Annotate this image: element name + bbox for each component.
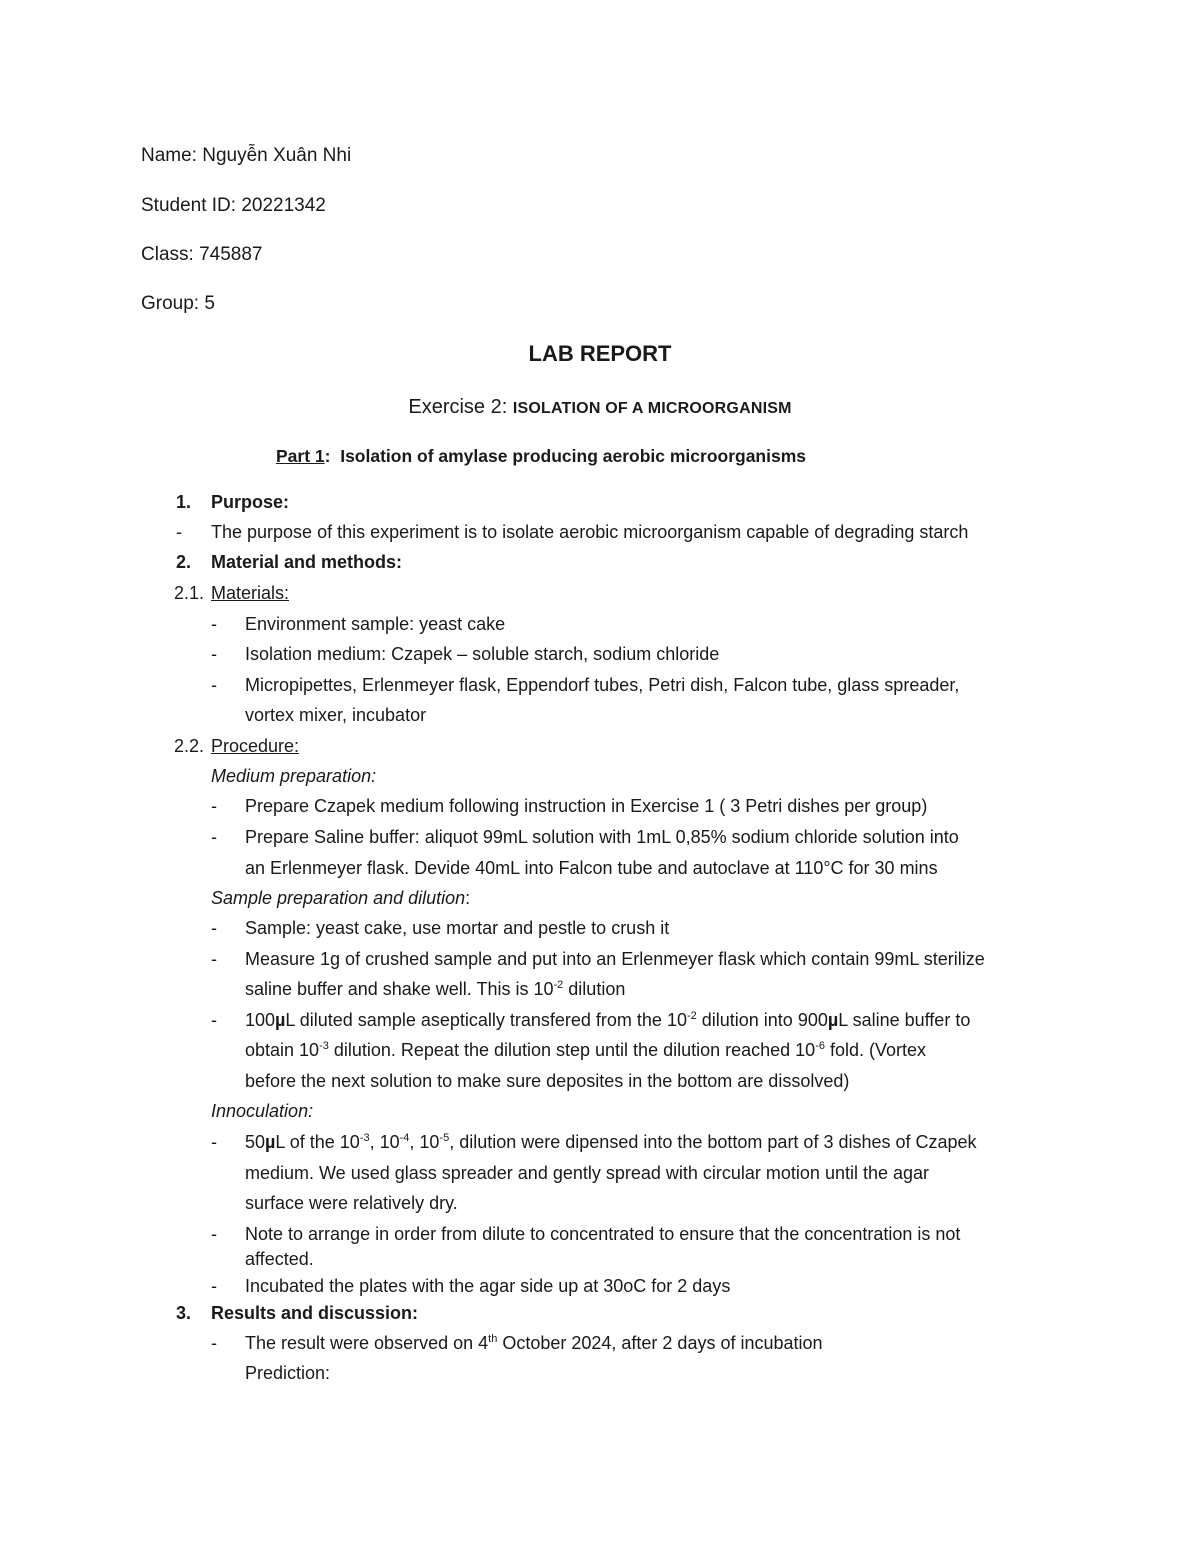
sample-heading: Sample preparation and dilution bbox=[211, 888, 466, 908]
part-heading bbox=[276, 444, 806, 468]
bullet-dash: - bbox=[211, 1224, 217, 1244]
sample-step-continued bbox=[245, 1038, 926, 1062]
exponent: -3 bbox=[359, 1132, 370, 1144]
material-item: Environment sample: yeast cake bbox=[245, 614, 506, 634]
section-2-number: 2. bbox=[176, 552, 192, 572]
innoculation-step: Note to arrange in order from dilute to concentrated to ensure that the concentration is not bbox=[245, 1224, 961, 1244]
bullet-dash: - bbox=[176, 522, 182, 542]
bullet-dash: - bbox=[211, 1333, 217, 1353]
text-segment: dilution into 900 bbox=[696, 1010, 828, 1030]
student-id-value: 20221342 bbox=[241, 195, 326, 216]
medium-step: Prepare Saline buffer: aliquot 99mL solution with 1mL 0,85% sodium chloride solution into bbox=[245, 827, 959, 847]
exponent: -3 bbox=[319, 1040, 329, 1052]
text-segment: L saline buffer to bbox=[838, 1010, 971, 1030]
section-1-title: Purpose: bbox=[211, 492, 290, 512]
text-segment: dilution bbox=[563, 979, 626, 999]
exercise-prefix: Exercise 2: bbox=[408, 396, 508, 418]
innoculation-step-continued: surface were relatively dry. bbox=[245, 1193, 458, 1213]
medium-step-continued: an Erlenmeyer flask. Devide 40mL into Falcon tube and autoclave at 110°C for 30 mins bbox=[245, 858, 938, 878]
section-2-1-title: Materials: bbox=[211, 583, 290, 603]
material-item: Micropipettes, Erlenmeyer flask, Eppendorf tubes, Petri dish, Falcon tube, glass spreader, bbox=[245, 675, 960, 695]
bullet-dash: - bbox=[211, 827, 217, 847]
innoculation-step-continued: affected. bbox=[245, 1249, 314, 1269]
text-segment: L diluted sample aseptically transfered from the 10 bbox=[285, 1010, 687, 1030]
report-title: LAB REPORT bbox=[528, 341, 672, 366]
class-line bbox=[141, 243, 262, 267]
exponent: -6 bbox=[815, 1040, 825, 1052]
text-segment: fold. (Vortex bbox=[824, 1040, 927, 1060]
section-2-1-number: 2.1. bbox=[174, 583, 205, 603]
name-label: Name: bbox=[141, 145, 197, 166]
prediction-label: Prediction: bbox=[245, 1363, 331, 1383]
micro-symbol: µ bbox=[265, 1132, 276, 1152]
section-2-2-number: 2.2. bbox=[174, 736, 205, 756]
exponent: -2 bbox=[553, 979, 564, 991]
section-2-2-title: Procedure: bbox=[211, 736, 300, 756]
name-value: Nguyễn Xuân Nhi bbox=[202, 145, 352, 166]
sample-step-continued bbox=[245, 977, 625, 1001]
innoculation-step: Incubated the plates with the agar side up at 30oC for 2 days bbox=[245, 1276, 731, 1296]
exercise-heading bbox=[0, 394, 1200, 422]
bullet-dash: - bbox=[211, 644, 217, 664]
sample-step: Sample: yeast cake, use mortar and pestle to crush it bbox=[245, 918, 670, 938]
medium-heading: Medium preparation: bbox=[211, 766, 377, 786]
section-2-title: Material and methods: bbox=[211, 552, 403, 572]
text-segment: October 2024, after 2 days of incubation bbox=[497, 1333, 823, 1353]
micro-symbol: µ bbox=[275, 1010, 286, 1030]
text-segment: , dilution were dipensed into the bottom part of 3 dishes of Czapek bbox=[449, 1132, 977, 1152]
text-segment: , 10 bbox=[369, 1132, 400, 1152]
text-segment: 100 bbox=[245, 1010, 276, 1030]
sample-heading-line bbox=[211, 886, 470, 910]
section-3-number: 3. bbox=[176, 1303, 192, 1323]
text-segment: L of the 10 bbox=[275, 1132, 360, 1152]
bullet-dash: - bbox=[211, 675, 217, 695]
text-segment: , 10 bbox=[409, 1132, 440, 1152]
bullet-dash: - bbox=[211, 1132, 217, 1152]
text-segment: obtain 10 bbox=[245, 1040, 320, 1060]
innoculation-step bbox=[245, 1130, 977, 1154]
group-value: 5 bbox=[204, 293, 215, 314]
bullet-dash: - bbox=[211, 796, 217, 816]
purpose-text: The purpose of this experiment is to isolate aerobic microorganism capable of degrading starch bbox=[211, 522, 969, 542]
part-label: Part 1 bbox=[276, 446, 325, 466]
text-segment: The result were observed on 4 bbox=[245, 1333, 489, 1353]
material-item-continued: vortex mixer, incubator bbox=[245, 705, 427, 725]
student-id-line bbox=[141, 194, 326, 218]
part-colon: : bbox=[324, 446, 331, 466]
sample-heading-colon: : bbox=[465, 888, 471, 908]
student-id-label: Student ID: bbox=[141, 195, 237, 216]
exercise-name: ISOLATION OF A MICROORGANISM bbox=[512, 400, 792, 417]
part-title: Isolation of amylase producing aerobic microorganisms bbox=[340, 446, 807, 466]
bullet-dash: - bbox=[211, 1010, 217, 1030]
exponent: -5 bbox=[439, 1132, 450, 1144]
material-item: Isolation medium: Czapek – soluble starch, sodium chloride bbox=[245, 644, 720, 664]
innoculation-heading: Innoculation: bbox=[211, 1101, 314, 1121]
text-segment: 50 bbox=[245, 1132, 266, 1152]
group-line bbox=[141, 292, 215, 316]
sample-step bbox=[245, 1008, 970, 1032]
innoculation-step-continued: medium. We used glass spreader and gently spread with circular motion until the agar bbox=[245, 1163, 930, 1183]
sample-step: Measure 1g of crushed sample and put into an Erlenmeyer flask which contain 99mL sterilize bbox=[245, 949, 985, 969]
name-line bbox=[141, 144, 351, 168]
class-value: 745887 bbox=[199, 244, 263, 265]
section-1-number: 1. bbox=[176, 492, 192, 512]
section-3-title: Results and discussion: bbox=[211, 1303, 419, 1323]
exponent: -4 bbox=[399, 1132, 410, 1144]
exponent: -2 bbox=[686, 1010, 697, 1022]
bullet-dash: - bbox=[211, 614, 217, 634]
sample-step-continued: before the next solution to make sure deposites in the bottom are dissolved) bbox=[245, 1071, 850, 1091]
medium-step: Prepare Czapek medium following instruction in Exercise 1 ( 3 Petri dishes per group) bbox=[245, 796, 928, 816]
group-label: Group: bbox=[141, 293, 200, 314]
bullet-dash: - bbox=[211, 949, 217, 969]
text-segment: dilution. Repeat the dilution step until the dilution reached 10 bbox=[328, 1040, 816, 1060]
text-segment: saline buffer and shake well. This is 10 bbox=[245, 979, 554, 999]
ordinal-suffix: th bbox=[488, 1333, 498, 1345]
bullet-dash: - bbox=[211, 918, 217, 938]
class-label: Class: bbox=[141, 244, 194, 265]
micro-symbol: µ bbox=[827, 1010, 839, 1030]
bullet-dash: - bbox=[211, 1276, 217, 1296]
result-text bbox=[245, 1331, 823, 1355]
